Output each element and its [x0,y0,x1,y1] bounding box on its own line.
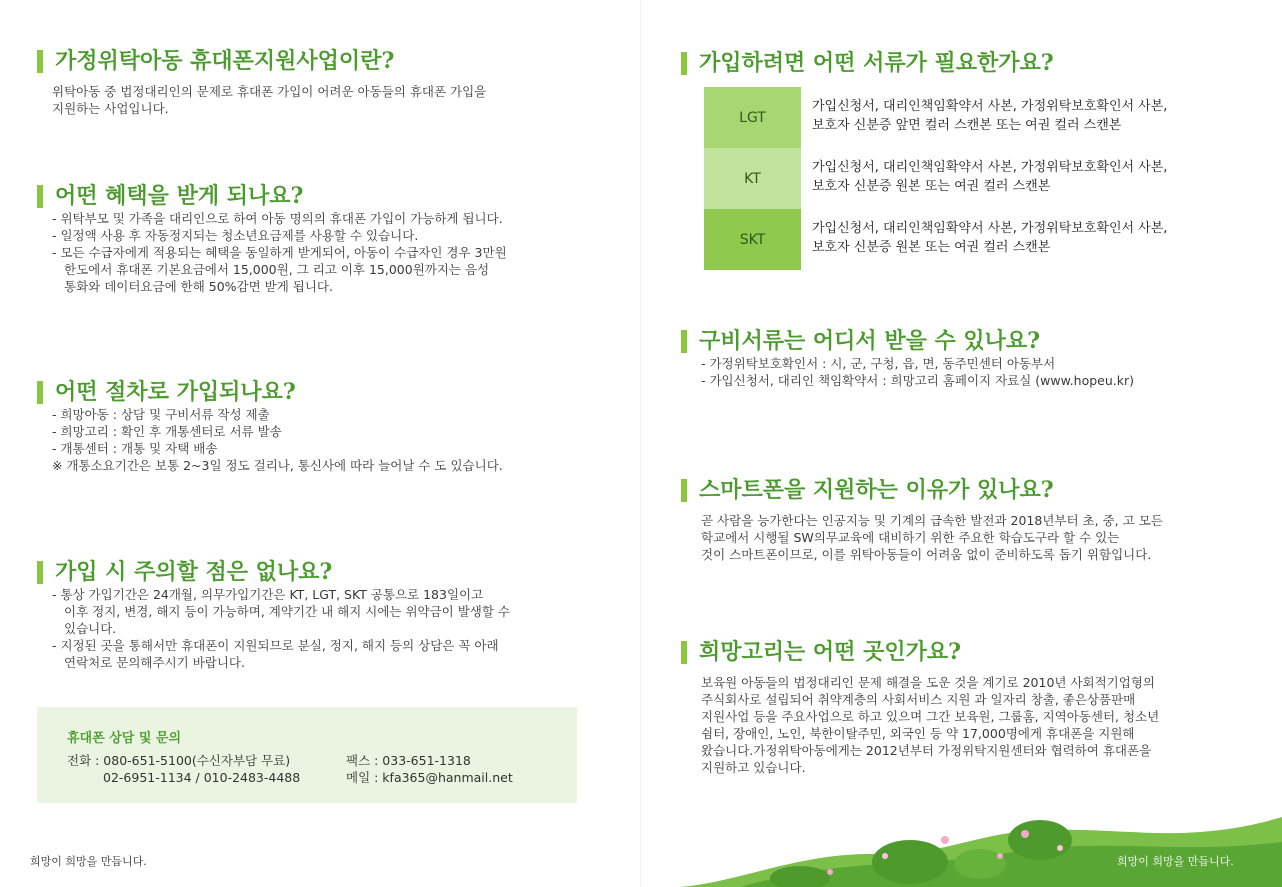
bush-shape [872,840,948,884]
section-body [701,512,1271,563]
list-item: - 가입신청서, 대리인 책임확약서 : 희망고리 홈페이지 자료실 (www.hopeu.kr) [701,373,1135,388]
section-why-smartphone [681,476,1271,563]
section-heading: 가정위탁아동 휴대폰지원사업이란? [37,47,627,75]
list-item: 한도에서 휴대폰 기본요금에서 15,000원, 그 리고 이후 15,000원까지는 음성 [64,262,490,277]
list-item: - 개통센터 : 개통 및 자택 배송 [52,441,218,456]
list-item: - 일정액 사용 후 자동정지되는 청소년요금제를 사용할 수 있습니다. [52,228,419,243]
section-heading: 가입 시 주의할 점은 없나요? [37,558,627,586]
list-item: - 모든 수급자에게 적용되는 혜택을 동일하게 받게되어, 아동이 수급자인 경우 3만원 [52,245,507,260]
carrier-label: LGT [704,87,801,148]
documents-line: 가입신청서, 대리인책임확약서 사본, 가정위탁보호확인서 사본, [812,221,1168,236]
documents-description [812,219,1167,257]
section-heading: 구비서류는 어디서 받을 수 있나요? [681,327,1271,355]
section-about-organization [681,638,1271,776]
list-item: - 통상 가입기간은 24개월, 의무가입기간은 KT, LGT, SKT 공통으로 183일이고 [52,587,484,602]
body-line: 왔습니다.가정위탁아동에게는 2012년부터 가정위탁지원센터와 협력하여 휴대폰을 [701,743,1152,758]
flower-shape [827,869,833,875]
body-line: 주식회사로 설립되어 취약계층의 사회서비스 지원 과 일자리 창출, 좋은상품판매 [701,692,1136,707]
section-body [52,83,627,117]
section-where-to-get-documents [681,327,1271,389]
list-item: - 위탁부모 및 가족을 대리인으로 하여 아동 명의의 휴대폰 가입이 가능하게 됩니다. [52,211,503,226]
section-heading: 어떤 절차로 가입되나요? [37,378,627,406]
table-row [704,148,1264,209]
flower-shape [882,853,888,859]
list-item: 연락처로 문의해주시기 바랍니다. [64,655,245,670]
section-heading: 가입하려면 어떤 서류가 필요한가요? [681,49,1271,77]
body-line: 쉼터, 장애인, 노인, 북한이탈주민, 외국인 등 약 17,000명에게 휴대폰을 지원해 [701,726,1135,741]
table-row [704,87,1264,148]
list-item: - 희망고리 : 확인 후 개통센터로 서류 발송 [52,424,282,439]
section-benefits [37,182,627,295]
where-list [701,355,1271,389]
body-line: 것이 스마트폰이므로, 이를 위탁아동들이 어려움 없이 준비하도록 돕기 위함입니다. [701,547,1152,562]
section-heading: 희망고리는 어떤 곳인가요? [681,638,1271,666]
contact-title: 휴대폰 상담 및 문의 [67,731,182,746]
table-row [704,209,1264,270]
contact-phone-alt: 02-6951-1134 / 010-2483-4488 [103,770,301,785]
page-fold-divider [640,0,641,887]
section-heading: 어떤 혜택을 받게 되나요? [37,182,627,210]
documents-line: 가입신청서, 대리인책임확약서 사본, 가정위탁보호확인서 사본, [812,99,1168,114]
section-body [701,674,1271,776]
flower-shape [1057,845,1063,851]
carrier-label: SKT [704,209,801,270]
section-program-intro [37,47,627,117]
contact-phone: 전화 : 080-651-5100(수신자부담 무료) [67,753,291,768]
list-item: - 희망아동 : 상담 및 구비서류 작성 제출 [52,407,270,422]
body-line: 지원사업 등을 주요사업으로 하고 있으며 그간 보육원, 그룹홈, 지역아동센터, 청소년 [701,709,1160,724]
flower-shape [1021,830,1029,838]
carrier-label: KT [704,148,801,209]
documents-description [812,97,1167,135]
body-line: 위탁아동 중 법정대리인의 문제로 휴대폰 가입이 어려운 아동들의 휴대폰 가입을 [52,84,487,99]
cautions-list [52,586,627,671]
list-item: - 가정위탁보호확인서 : 시, 군, 구청, 읍, 면, 동주민센터 아동부서 [701,356,1056,371]
contact-email: 메일 : kfa365@hanmail.net [346,770,513,785]
section-required-documents [681,49,1271,77]
list-item: 통화와 데이터요금에 한해 50%감면 받게 됩니다. [64,279,333,294]
list-item: ※ 개통소요기간은 보통 2~3일 정도 걸리나, 통신사에 따라 늘어날 수 도 있습니다. [52,458,503,473]
flower-shape [941,836,949,844]
footer-slogan: 희망이 희망을 만듭니다. [1117,855,1234,868]
body-line: 지원하고 있습니다. [701,760,806,775]
list-item: 있습니다. [64,621,117,636]
benefits-list [52,210,627,295]
footer-slogan: 희망이 희망을 만듭니다. [30,855,147,868]
bush-shape [954,849,1006,879]
bush-shape [1008,820,1072,860]
list-item: - 지정된 곳을 통해서만 휴대폰이 지원되므로 분실, 정지, 해지 등의 상담은 꼭 아래 [52,638,499,653]
documents-line: 보호자 신분증 앞면 컬러 스캔본 또는 여권 컬러 스캔본 [812,118,1122,133]
list-item: 이후 정지, 변경, 해지 등이 가능하며, 계약기간 내 해지 시에는 위약금이 발생할 수 [64,604,511,619]
flower-shape [997,853,1003,859]
body-line: 지원하는 사업입니다. [52,101,169,116]
documents-table [704,87,1264,270]
body-line: 곧 사람을 능가한다는 인공지능 및 기계의 급속한 발전과 2018년부터 초, 중, 고 모든 [701,513,1163,528]
section-cautions [37,558,627,671]
documents-line: 가입신청서, 대리인책임확약서 사본, 가정위탁보호확인서 사본, [812,160,1168,175]
documents-line: 보호자 신분증 원본 또는 여권 컬러 스캔본 [812,240,1051,255]
procedure-list [52,406,627,474]
documents-description [812,158,1167,196]
contact-fax: 팩스 : 033-651-1318 [346,753,471,768]
contact-box [37,707,577,803]
documents-line: 보호자 신분증 원본 또는 여권 컬러 스캔본 [812,179,1051,194]
section-procedure [37,378,627,474]
section-heading: 스마트폰을 지원하는 이유가 있나요? [681,476,1271,504]
body-line: 보육원 아동들의 법정대리인 문제 해결을 도운 것을 계기로 2010년 사회적기업형의 [701,675,1155,690]
landscape-illustration [680,812,1282,887]
body-line: 학교에서 시행될 SW의무교육에 대비하기 위한 주요한 학습도구라 할 수 있는 [701,530,1120,545]
